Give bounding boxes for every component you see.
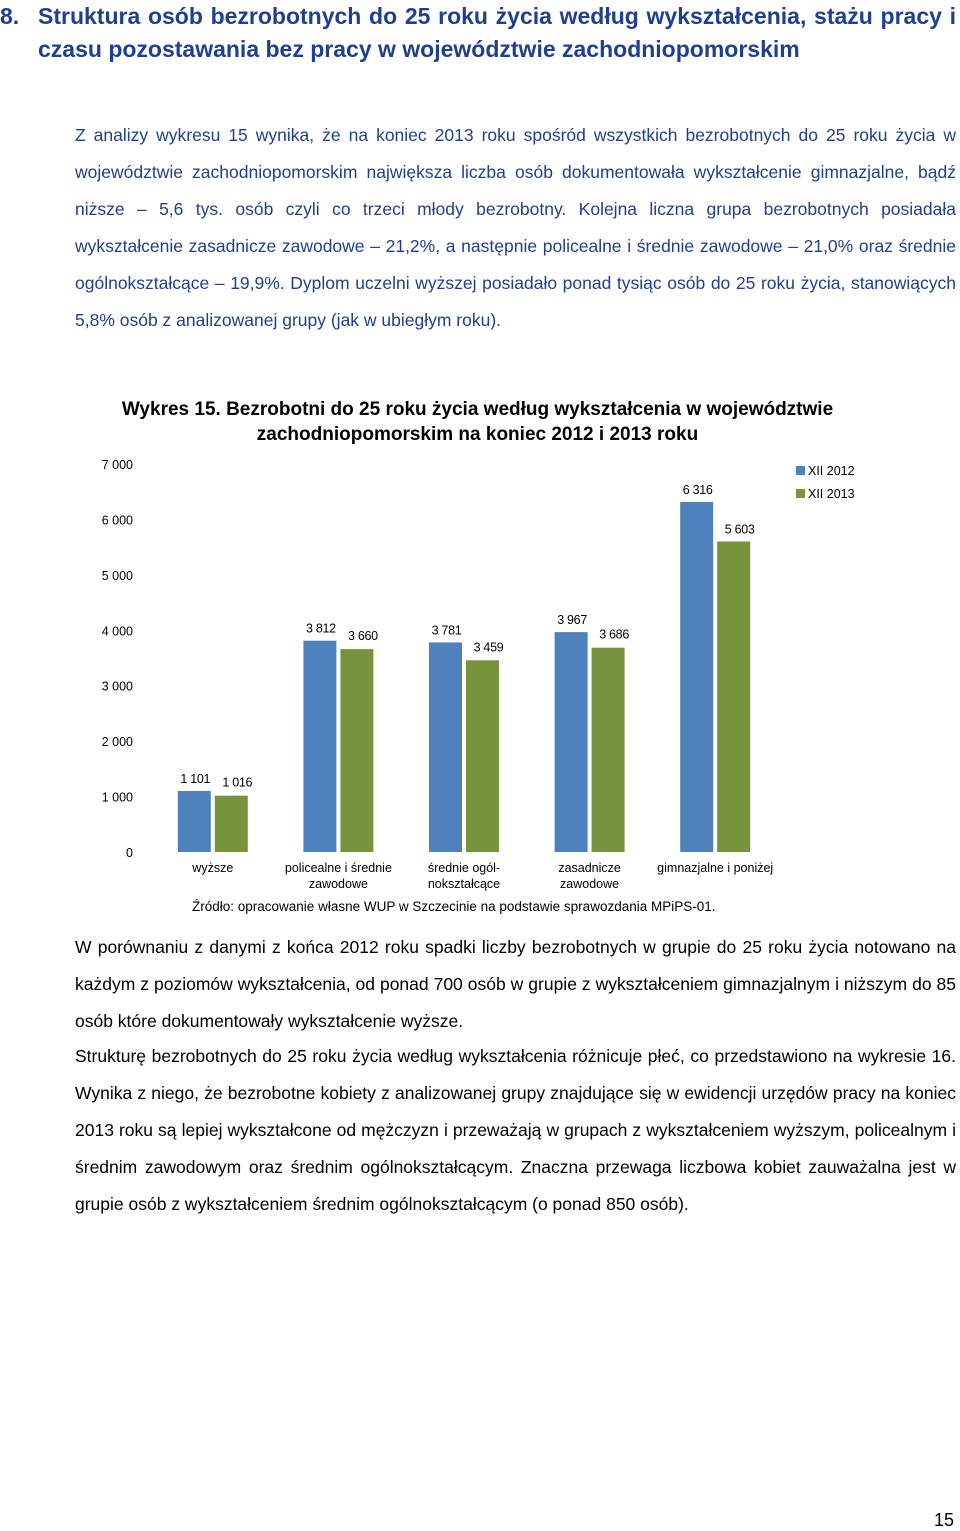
y-tick-label: 5 000 (101, 568, 133, 583)
bar (178, 791, 211, 852)
data-label: 6 316 (682, 482, 713, 497)
bar-chart (0, 440, 960, 910)
bar (717, 541, 750, 852)
x-tick-label: nokształcące (427, 877, 501, 891)
bar (592, 648, 625, 852)
y-tick-label: 6 000 (101, 513, 133, 528)
intro-paragraph-text: Z analizy wykresu 15 wynika, że na koniec 2013 roku spośród wszystkich bezrobotnych do 25 roku życia w województwie zachodniopomorskim największa liczba osób dokumentowała wykształcenie gimnazjalne, bądź niższe – 5,6 tys. osób czyli co trzeci młody bezrobotny. Kolejna liczna grupa bezrobotnych posiadała wykształcenie zasadnicze zawodowe – 21,2%, a następnie policealne i średnie zawodowe – 21,0% oraz średnie ogólnokształcące – 19,9%. Dyplom uczelni wyższej posiadało ponad tysiąc osób do 25 roku życia, stanowiących 5,8% osób z analizowanej grupy (jak w ubiegłym roku). (75, 125, 956, 330)
bar (429, 642, 462, 852)
legend-label: XII 2013 (808, 487, 855, 501)
y-tick-label: 0 (126, 846, 133, 860)
bar (340, 649, 373, 852)
chart-caption-line2: zachodniopomorskim na koniec 2012 i 2013 roku (256, 424, 699, 445)
x-tick-label: zawodowe (308, 877, 368, 891)
y-tick-label: 7 000 (101, 458, 133, 472)
data-label: 3 459 (473, 640, 504, 655)
data-label: 3 686 (599, 627, 629, 642)
paragraph-structure (0, 1038, 956, 1223)
bar (303, 641, 336, 852)
source-note: Źródło: opracowanie własne WUP w Szczecinie na podstawie sprawozdania MPiPS-01. (192, 899, 716, 914)
x-tick-label: średnie ogól- (427, 861, 501, 875)
data-label: 3 660 (348, 629, 378, 644)
section-number: 8. (0, 3, 20, 29)
chart-caption-line1: Wykres 15. Bezrobotni do 25 roku życia według wykształcenia w województwie (121, 399, 834, 420)
x-tick-label: zasadnicze (558, 861, 621, 875)
data-label: 3 967 (557, 613, 587, 628)
y-tick-label: 4 000 (101, 624, 133, 639)
y-tick-label: 2 000 (101, 735, 133, 750)
y-tick-label: 1 000 (101, 790, 133, 805)
x-tick-label: gimnazjalne i poniżej (657, 861, 774, 875)
data-label: 1 101 (180, 771, 211, 786)
data-label: 5 603 (724, 522, 755, 537)
paragraph-comparison (0, 929, 956, 1040)
x-tick-label: zawodowe (560, 877, 620, 891)
bar (555, 632, 588, 852)
bar (215, 796, 248, 852)
intro-paragraph (0, 117, 956, 339)
data-label: 3 812 (306, 621, 336, 636)
data-label: 3 781 (431, 623, 462, 638)
x-tick-label: wyższe (192, 861, 234, 875)
section-title: Struktura osób bezrobotnych do 25 roku życia według wykształcenia, stażu pracy i czasu pozostawania bez pracy w województwie zachodniopomorskim (38, 3, 956, 62)
legend-swatch (796, 489, 805, 498)
data-label: 1 016 (222, 775, 253, 790)
bar (466, 660, 499, 852)
y-tick-label: 3 000 (101, 679, 133, 694)
page-number: 15 (933, 1510, 954, 1530)
legend-swatch (796, 466, 805, 475)
paragraph-comparison-text: W porównaniu z danymi z końca 2012 roku spadki liczby bezrobotnych w grupie do 25 roku życia notowano na każdym z poziomów wykształcenia, od ponad 700 osób w grupie z wykształceniem gimnazjalnym i niższym do 85 osób które dokumentowały wykształcenie wyższe. (75, 937, 956, 1031)
paragraph-structure-text: Strukturę bezrobotnych do 25 roku życia według wykształcenia różnicuje płeć, co przedstawiono na wykresie 16. Wynika z niego, że bezrobotne kobiety z analizowanej grupy znajdujące się w ewidencji urzędów pracy na koniec 2013 roku są lepiej wykształcone od mężczyzn i przeważają w grupach z wykształceniem wyższym, policealnym i średnim zawodowym oraz średnim ogólnokształcącym. Znaczna przewaga liczbowa kobiet zauważalna jest w grupie osób z wykształceniem średnim ogólnokształcącym (o ponad 850 osób). (75, 1046, 956, 1214)
bar (680, 502, 713, 852)
x-tick-label: policealne i średnie (284, 861, 392, 875)
legend-label: XII 2012 (808, 464, 855, 478)
